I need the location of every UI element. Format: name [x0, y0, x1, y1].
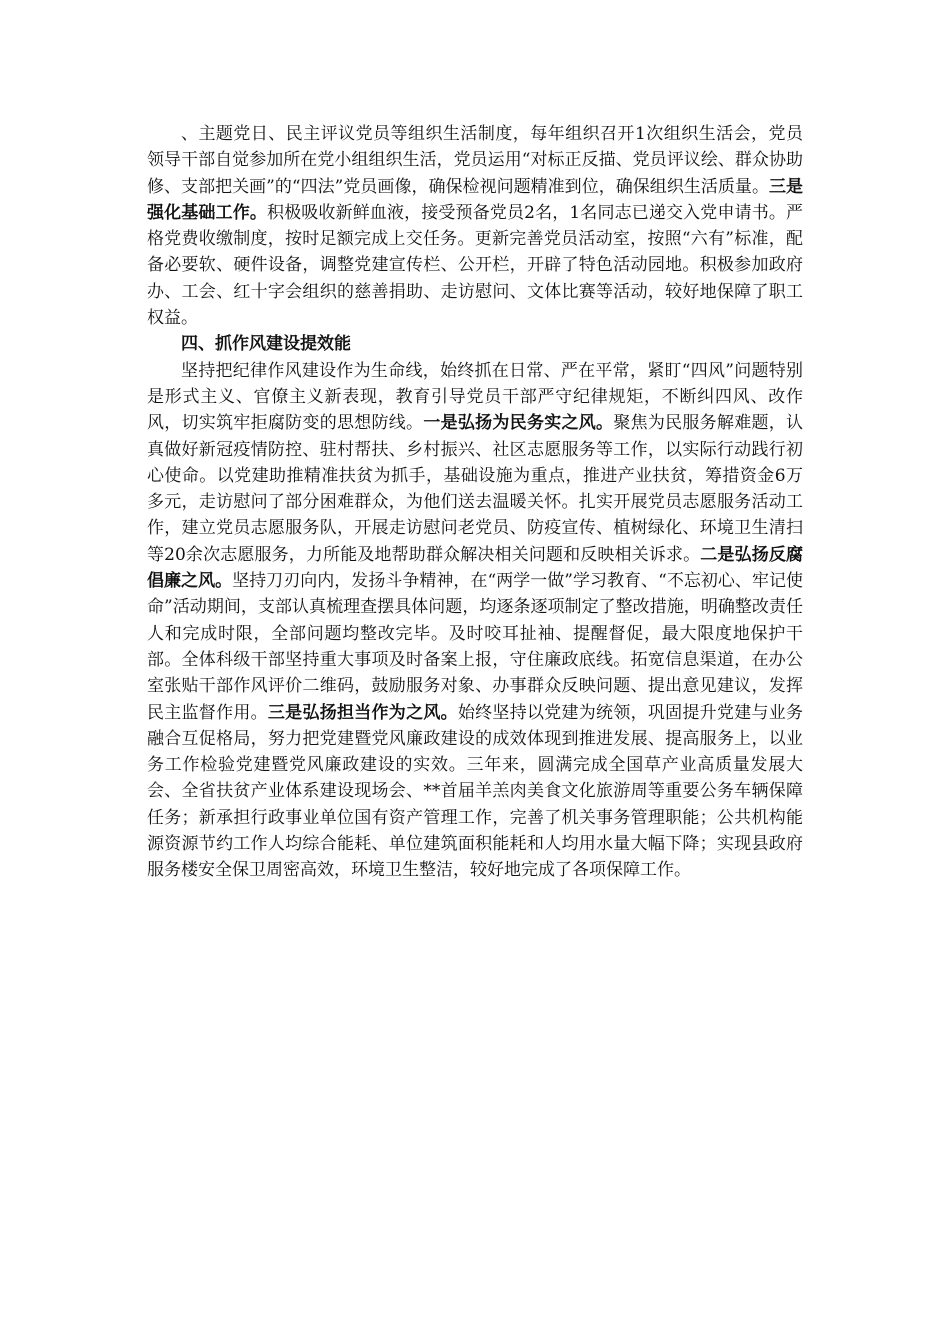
bold-lead-responsibility: 三是弘扬担当作为之风。: [267, 702, 458, 723]
paragraph-text: 积极吸收新鲜血液，接受预备党员2名，1名同志已递交入党申请书。严格党费收缴制度，按时足额完成上交任务。更新完善党员活动室，按照“六有”标准，配备必要软、硬件设备，调整党建宣传栏、公开栏，开辟了特色活动园地。积极参加政府办、工会、红十字会组织的慈善捐助、走访慰问、文体比赛等活动，较好地保障了职工权益。: [147, 202, 804, 329]
section-heading: 四、抓作风建设提效能: [181, 334, 351, 355]
document-body: [147, 121, 803, 884]
paragraph-text: 聚焦为民服务解难题，认真做好新冠疫情防控、驻村帮扶、乡村振兴、社区志愿服务等工作，以实际行动践行初心使命。以党建助推精准扶贫为抓手，基础设施为重点，推进产业扶贫，筹措资金6万多元，走访慰问了部分困难群众，为他们送去温暖关怀。扎实开展党员志愿服务活动工作，建立党员志愿服务队，开展走访慰问老党员、防疫宣传、植树绿化、环境卫生清扫等20余次志愿服务，力所能及地帮助群众解决相关问题和反映相关诉求。: [147, 413, 804, 565]
bold-lead-strengthen-foundation: 三是强化基础工作。: [147, 176, 804, 223]
paragraph-text: 、主题党日、民主评议党员等组织生活制度，每年组织召开1次组织生活会，党员领导干部自觉参加所在党小组组织生活，党员运用“对标正反描、党员评议绘、群众协助修、支部把关画”的“四法”党员画像，确保检视问题精准到位，确保组织生活质量。: [147, 124, 803, 197]
paragraph-text: 始终坚持以党建为统领，巩固提升党建与业务融合互促格局，努力把党建暨党风廉政建设的成效体现到推进发展、提高服务上，以业务工作检验党建暨党风廉政建设的实效。三年来，圆满完成全国草产业高质量发展大会、全省扶贫产业体系建设现场会、**首届羊羔肉美食文化旅游周等重要公务车辆保障任务；新承担行政事业单位国有资产管理工作，完善了机关事务管理职能；公共机构能源资源节约工作人均综合能耗、单位建筑面积能耗和人均用水量大幅下降；实现县政府服务楼安全保卫周密高效，环境卫生整洁，较好地完成了各项保障工作。: [147, 702, 804, 881]
paragraph-text: 坚持刀刃向内，发扬斗争精神，在“两学一做”学习教育、“不忘初心、牢记使命”活动期间，支部认真梳理查摆具体问题，均逐条逐项制定了整改措施，明确整改责任人和完成时限，全部问题均整改完毕。及时咬耳扯袖、提醒督促，最大限度地保护干部。全体科级干部坚持重大事项及时备案上报，守住廉政底线。拓宽信息渠道，在办公室张贴干部作风评价二维码，鼓励服务对象、办事群众反映问题、提出意见建议，发挥民主监督作用。: [147, 571, 803, 723]
paragraph-work-style: [147, 358, 803, 884]
paragraph-organization-life: [147, 121, 803, 331]
bold-lead-anti-corruption: 二是弘扬反腐倡廉之风。: [147, 544, 803, 592]
bold-lead-serve-people: 一是弘扬为民务实之风。: [423, 413, 614, 434]
paragraph-text: 坚持把纪律作风建设作为生命线，始终抓在日常、严在平常，紧盯“四风”问题特别是形式主义、官僚主义新表现，教育引导党员干部严守纪律规矩，不断纠四风、改作风，切实筑牢拒腐防变的思想防线。: [147, 360, 803, 434]
